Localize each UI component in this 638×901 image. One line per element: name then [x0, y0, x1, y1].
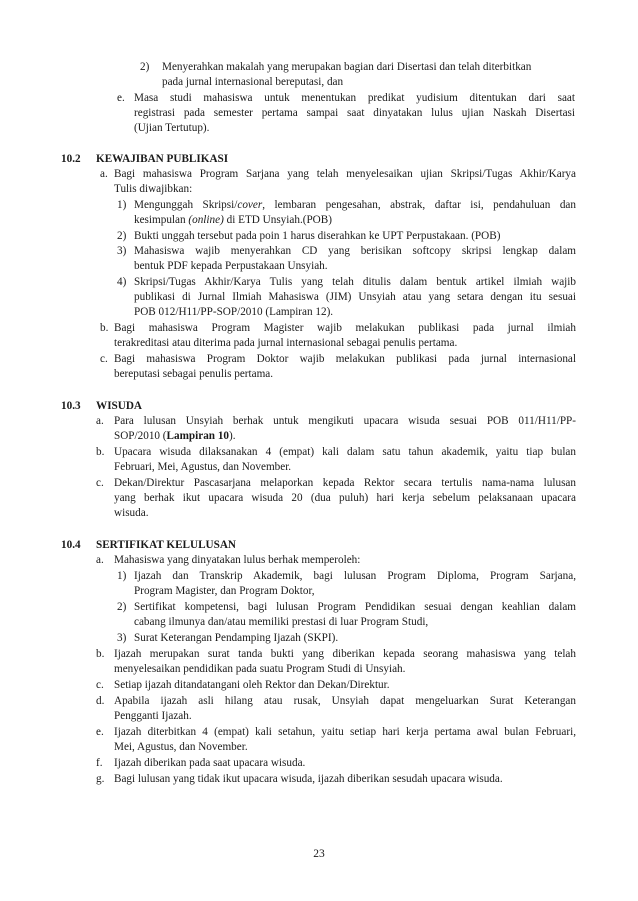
list-item-text: Skripsi/Tugas Akhir/Karya Tulis yang telah ditulis dalam bentuk artikel ilmiah wajib — [134, 276, 576, 288]
list-marker: 2) — [117, 601, 127, 613]
section-heading: KEWAJIBAN PUBLIKASI — [96, 153, 229, 165]
list-item-text: Februari, Mei, Agustus, dan November. — [114, 461, 292, 473]
list-item-text: Program Magister, dan Program Doktor, — [134, 585, 315, 597]
list-item-text: Ijazah merupakan surat tanda bukti yang diberikan kepada seorang mahasiswa yang telah — [114, 648, 576, 660]
list-item-text: Dekan/Direktur Pascasarjana melaporkan kepada Rektor secara tertulis nama-nama lulusan — [114, 477, 576, 489]
list-item-text: yang berhak ikut upacara wisuda 20 (dua puluh) hari kerja sebelum pelaksanaan upacara — [114, 492, 576, 504]
list-item-text: Para lulusan Unsyiah berhak untuk mengikuti upacara wisuda sesuai POB 011/H11/PP- — [114, 415, 576, 427]
list-marker: b. — [96, 446, 105, 458]
list-item-text: bereputasi sebagai penulis pertama. — [114, 368, 274, 380]
list-item-text: Bukti unggah tersebut pada poin 1 harus diserahkan ke UPT Perpustakaan. (POB) — [134, 230, 501, 242]
list-marker: e. — [96, 726, 104, 738]
list-item-text: Apabila ijazah asli hilang atau rusak, Unsyiah dapat mengeluarkan Surat Keterangan — [114, 695, 576, 707]
list-item-text: pada jurnal internasional bereputasi, dan — [162, 76, 344, 88]
list-item-text: Surat Keterangan Pendamping Ijazah (SKPI). — [134, 632, 339, 644]
section-heading: SERTIFIKAT KELULUSAN — [96, 539, 237, 551]
list-item-text: Upacara wisuda dilaksanakan 4 (empat) kali dalam satu tahun akademik, yaitu tiap bulan — [114, 446, 576, 458]
list-item-text: registrasi pada semester pertama sampai saat dinyatakan lulus ujian Naskah Disertasi — [134, 107, 575, 119]
section-number: 10.3 — [61, 400, 81, 412]
list-marker: 1) — [117, 199, 127, 211]
section-number: 10.4 — [61, 539, 81, 551]
list-item-text: Mahasiswa wajib menyerahkan CD yang berisikan softcopy skripsi lengkap dalam — [134, 245, 576, 257]
section-heading: WISUDA — [96, 400, 143, 412]
list-marker: 2) — [140, 61, 150, 73]
list-marker: 4) — [117, 276, 127, 288]
list-item-text: menyelesaikan pendidikan pada suatu Program Studi di Unsyiah. — [114, 663, 406, 675]
list-item-text: bentuk PDF kepada Perpustakaan Unsyiah. — [134, 260, 328, 272]
list-item-text: POB 012/H11/PP-SOP/2010 (Lampiran 12). — [134, 306, 334, 318]
list-item-text: Mei, Agustus, dan November. — [114, 741, 248, 753]
list-marker: a. — [96, 415, 104, 427]
list-marker: 3) — [117, 632, 127, 644]
list-item-text: Ijazah diterbitkan 4 (empat) kali setahun, yaitu setiap hari kerja pertama awal bulan Februari, — [114, 726, 576, 738]
list-item-text: terakreditasi atau diterima pada jurnal internasional sebagai penulis pertama. — [114, 337, 458, 349]
list-item-text: Tulis diwajibkan: — [114, 183, 193, 195]
list-item-text: Mahasiswa yang dinyatakan lulus berhak memperoleh: — [114, 554, 361, 566]
list-item-text: Mengunggah Skripsi/cover, lembaran pengesahan, abstrak, daftar isi, pendahuluan dan — [134, 199, 576, 211]
list-item-text: publikasi di Jurnal Ilmiah Mahasiswa (JIM) Unsyiah atau yang setara dengan itu sesuai — [134, 291, 576, 303]
list-marker: f. — [96, 757, 103, 769]
list-item-text: Bagi mahasiswa Program Magister wajib melakukan publikasi pada jurnal ilmiah — [114, 322, 576, 334]
list-item-text: Bagi mahasiswa Program Sarjana yang telah menyelesaikan ujian Skripsi/Tugas Akhir/Karya — [114, 168, 576, 180]
list-marker: e. — [117, 92, 125, 104]
section-number: 10.2 — [61, 153, 81, 165]
list-item-text: wisuda. — [114, 507, 149, 519]
list-marker: b. — [100, 322, 109, 334]
list-item-text: Bagi mahasiswa Program Doktor wajib melakukan publikasi pada jurnal internasional — [114, 353, 576, 365]
list-item-text: SOP/2010 (Lampiran 10). — [114, 430, 236, 442]
list-item-text: Masa studi mahasiswa untuk menentukan predikat yudisium ditentukan dari saat — [134, 92, 575, 104]
list-marker: c. — [100, 353, 108, 365]
list-item-text: cabang ilmunya dan/atau memiliki prestasi di luar Program Studi, — [134, 616, 429, 628]
list-item-text: Sertifikat kompetensi, bagi lulusan Program Pendidikan sesuai dengan keahlian dalam — [134, 601, 576, 613]
list-marker: c. — [96, 679, 104, 691]
list-item-text: (Ujian Tertutup). — [134, 122, 210, 134]
list-item-text: Pengganti Ijazah. — [114, 710, 192, 722]
list-item-text: Menyerahkan makalah yang merupakan bagian dari Disertasi dan telah diterbitkan — [162, 61, 532, 73]
list-marker: b. — [96, 648, 105, 660]
list-marker: a. — [100, 168, 108, 180]
list-item-text: kesimpulan (online) di ETD Unsyiah.(POB) — [134, 214, 332, 226]
list-marker: a. — [96, 554, 104, 566]
list-item-text: Setiap ijazah ditandatangani oleh Rektor dan Dekan/Direktur. — [114, 679, 390, 691]
list-marker: c. — [96, 477, 104, 489]
list-marker: g. — [96, 773, 105, 785]
list-marker: 3) — [117, 245, 127, 257]
page-number: 23 — [313, 848, 325, 860]
list-marker: d. — [96, 695, 105, 707]
list-item-text: Ijazah diberikan pada saat upacara wisuda. — [114, 757, 306, 769]
list-item-text: Ijazah dan Transkrip Akademik, bagi lulusan Program Diploma, Program Sarjana, — [134, 570, 576, 582]
list-item-text: Bagi lulusan yang tidak ikut upacara wisuda, ijazah diberikan sesudah upacara wisuda. — [114, 773, 503, 785]
list-marker: 1) — [117, 570, 127, 582]
list-marker: 2) — [117, 230, 127, 242]
